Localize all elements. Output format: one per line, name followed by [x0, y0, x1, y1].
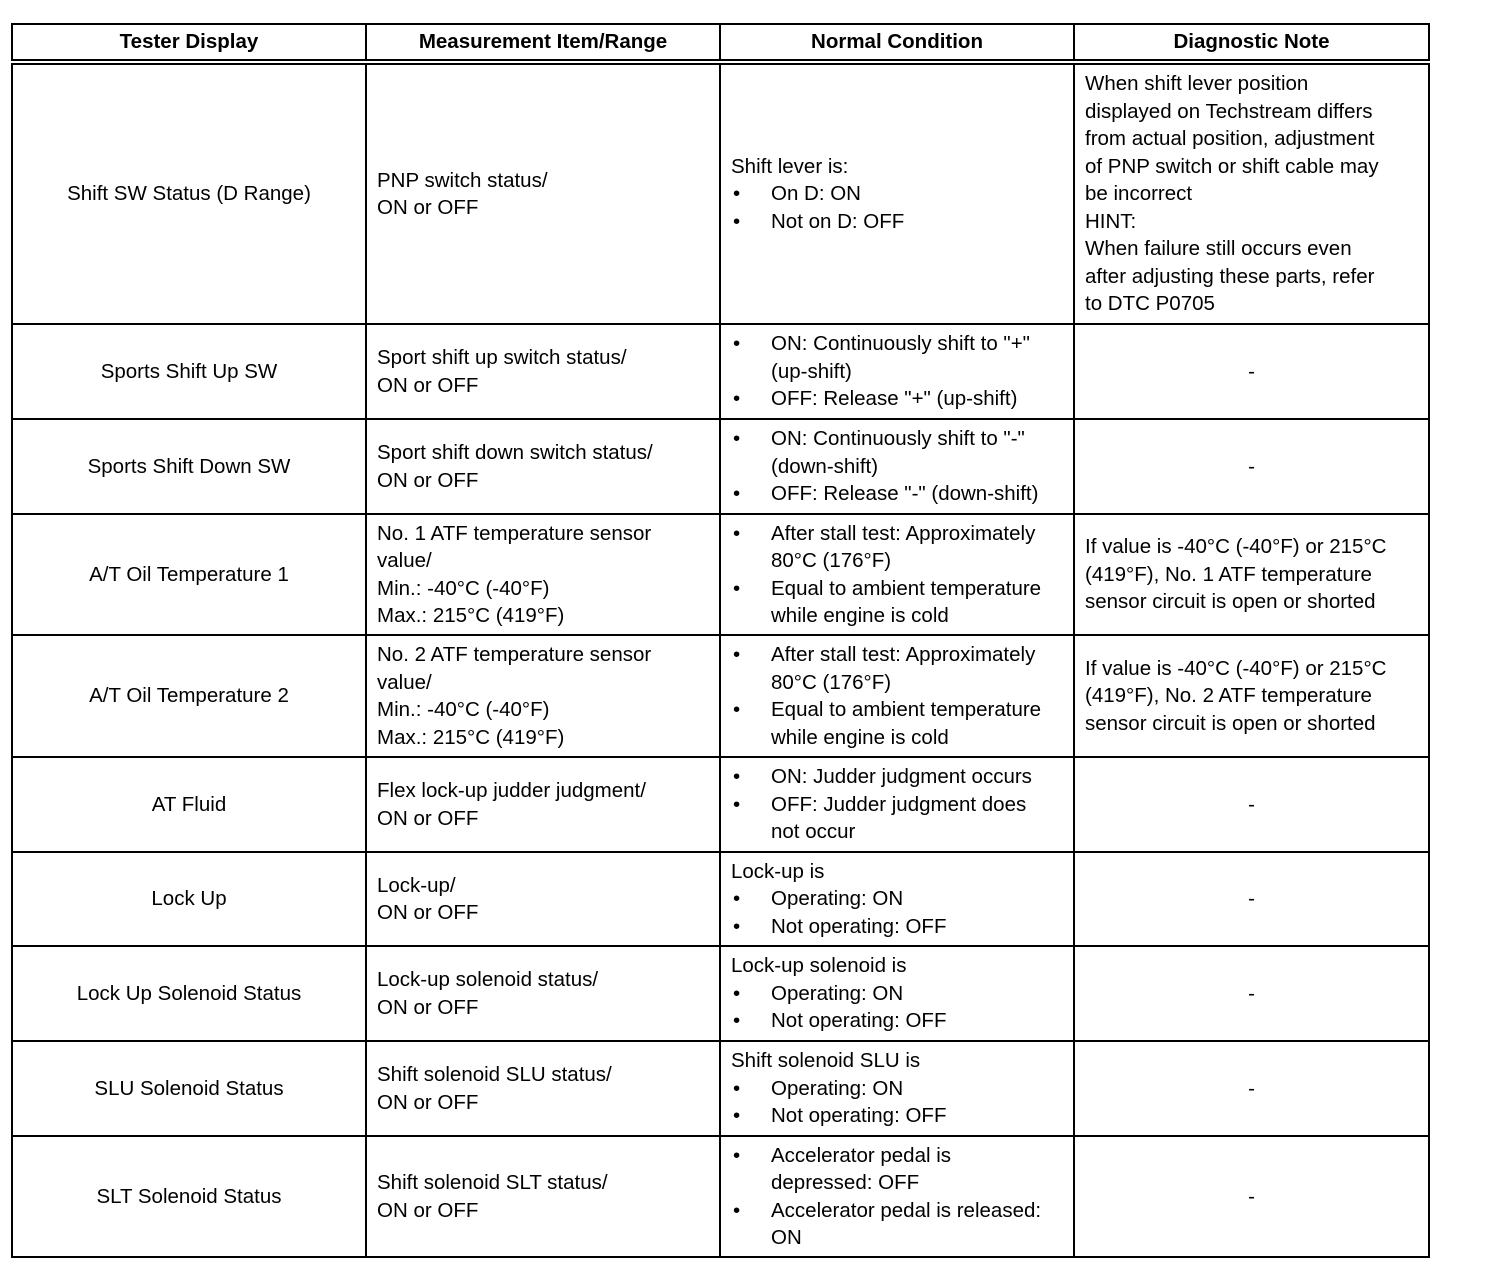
diagnostic-note-line: to DTC P0705 — [1085, 292, 1215, 316]
measurement-line: Flex lock-up judder judgment/ — [377, 779, 646, 802]
normal-condition-cell — [720, 946, 1074, 1041]
table-body — [12, 62, 1429, 1257]
list-item — [731, 1007, 1063, 1035]
table-row — [12, 62, 1429, 324]
normal-condition-list — [731, 520, 1063, 630]
normal-condition-line: After stall test: Approximately — [771, 643, 1036, 666]
normal-condition-cell — [720, 419, 1074, 514]
table-row — [12, 852, 1429, 946]
measurement-cell — [366, 419, 720, 514]
bullet-icon: • — [733, 482, 741, 506]
diagnostic-note-cell — [1074, 1041, 1429, 1136]
measurement-line: value/ — [377, 670, 432, 694]
header-diagnostic-note: Diagnostic Note — [1074, 24, 1429, 62]
list-item — [731, 425, 1063, 480]
normal-condition-list — [731, 885, 1063, 940]
table-row — [12, 946, 1429, 1041]
table-row — [12, 514, 1429, 635]
list-item — [731, 330, 1063, 385]
normal-condition-line: (up-shift) — [771, 359, 852, 383]
bullet-icon: • — [733, 643, 741, 666]
tester-display-cell: Sports Shift Down SW — [12, 419, 366, 514]
bullet-icon: • — [733, 209, 741, 233]
normal-condition-cell — [720, 514, 1074, 635]
diagnostic-note-cell — [1074, 1136, 1429, 1257]
normal-condition-line: while engine is cold — [771, 604, 949, 627]
diagnostic-note-line: - — [1248, 1184, 1255, 1208]
bullet-icon: • — [733, 1143, 741, 1167]
measurement-cell — [366, 635, 720, 757]
list-item — [731, 885, 1063, 913]
normal-condition-list — [731, 1075, 1063, 1130]
header-row — [12, 24, 1429, 62]
normal-condition-line: not occur — [771, 820, 856, 844]
measurement-cell — [366, 1041, 720, 1136]
normal-condition-cell — [720, 852, 1074, 946]
normal-condition-cell — [720, 324, 1074, 419]
diagnostic-note-line: after adjusting these parts, refer — [1085, 264, 1375, 288]
measurement-cell — [366, 324, 720, 419]
normal-condition-line: ON — [771, 1226, 802, 1249]
normal-condition-intro: Shift lever is: — [731, 154, 849, 178]
normal-condition-list — [731, 980, 1063, 1035]
diagnostic-note-line: If value is -40°C (-40°F) or 215°C — [1085, 535, 1387, 559]
tester-display-cell: Lock Up — [12, 852, 366, 946]
measurement-line: Max.: 215°C (419°F) — [377, 604, 565, 627]
normal-condition-line: depressed: OFF — [771, 1171, 920, 1194]
normal-condition-line: Not operating: OFF — [771, 1009, 947, 1033]
diagnostic-note-line: - — [1248, 454, 1255, 478]
measurement-cell — [366, 1136, 720, 1257]
diagnostic-note-cell — [1074, 324, 1429, 419]
tester-display-cell: Lock Up Solenoid Status — [12, 946, 366, 1041]
normal-condition-line: On D: ON — [771, 182, 861, 206]
normal-condition-list — [731, 641, 1063, 751]
tester-display-cell: SLU Solenoid Status — [12, 1041, 366, 1136]
normal-condition-line: ON: Judder judgment occurs — [771, 765, 1032, 789]
measurement-line: Shift solenoid SLU status/ — [377, 1063, 612, 1086]
bullet-icon: • — [733, 427, 741, 451]
normal-condition-intro: Lock-up solenoid is — [731, 954, 907, 978]
normal-condition-line: (down-shift) — [771, 454, 879, 478]
normal-condition-line: Not operating: OFF — [771, 1104, 947, 1128]
normal-condition-line: Accelerator pedal is — [771, 1143, 952, 1167]
measurement-line: ON or OFF — [377, 1090, 479, 1114]
normal-condition-cell — [720, 62, 1074, 324]
header-normal-condition: Normal Condition — [720, 24, 1074, 62]
measurement-line: Shift solenoid SLT status/ — [377, 1171, 608, 1194]
list-item — [731, 1102, 1063, 1130]
measurement-line: Lock-up solenoid status/ — [377, 968, 599, 991]
diagnostic-note-cell — [1074, 62, 1429, 324]
table-row — [12, 1136, 1429, 1257]
tester-display-cell: A/T Oil Temperature 2 — [12, 635, 366, 757]
normal-condition-line: 80°C (176°F) — [771, 670, 892, 694]
list-item — [731, 980, 1063, 1008]
tester-display-cell: Shift SW Status (D Range) — [12, 62, 366, 324]
normal-condition-list — [731, 763, 1063, 846]
normal-condition-line: OFF: Judder judgment does — [771, 792, 1027, 816]
bullet-icon: • — [733, 1076, 741, 1100]
bullet-icon: • — [733, 1009, 741, 1033]
diagnostic-note-cell — [1074, 852, 1429, 946]
normal-condition-line: while engine is cold — [771, 725, 949, 749]
bullet-icon: • — [733, 576, 741, 600]
normal-condition-line: OFF: Release "+" (up-shift) — [771, 387, 1018, 411]
measurement-line: ON or OFF — [377, 196, 479, 219]
measurement-line: ON or OFF — [377, 995, 479, 1019]
diagnostic-note-line: - — [1248, 1076, 1255, 1100]
header-measurement-item: Measurement Item/Range — [366, 24, 720, 62]
diagnostic-note-line: When failure still occurs even — [1085, 237, 1352, 261]
measurement-line: Lock-up/ — [377, 873, 456, 897]
list-item — [731, 641, 1063, 696]
measurement-line: value/ — [377, 549, 432, 572]
list-item — [731, 763, 1063, 791]
measurement-line: ON or OFF — [377, 806, 479, 830]
normal-condition-cell — [720, 635, 1074, 757]
normal-condition-line: OFF: Release "-" (down-shift) — [771, 482, 1039, 506]
measurement-line: PNP switch status/ — [377, 168, 548, 192]
normal-condition-line: Accelerator pedal is released: — [771, 1198, 1042, 1222]
list-item — [731, 575, 1063, 630]
diagnostic-note-line: be incorrect — [1085, 182, 1193, 206]
bullet-icon: • — [733, 698, 741, 721]
measurement-line: Min.: -40°C (-40°F) — [377, 698, 550, 721]
normal-condition-cell — [720, 757, 1074, 852]
tester-display-cell: SLT Solenoid Status — [12, 1136, 366, 1257]
normal-condition-intro: Lock-up is — [731, 859, 825, 883]
normal-condition-intro: Shift solenoid SLU is — [731, 1049, 921, 1073]
diagnostic-note-line: displayed on Techstream differs — [1085, 99, 1373, 123]
header-tester-display: Tester Display — [12, 24, 366, 62]
normal-condition-list — [731, 180, 1063, 235]
bullet-icon: • — [733, 765, 741, 789]
list-item — [731, 791, 1063, 846]
normal-condition-line: Operating: ON — [771, 1076, 904, 1100]
normal-condition-line: Equal to ambient temperature — [771, 698, 1042, 721]
normal-condition-line: After stall test: Approximately — [771, 521, 1036, 545]
measurement-cell — [366, 852, 720, 946]
normal-condition-line: ON: Continuously shift to "+" — [771, 332, 1030, 356]
table-row — [12, 635, 1429, 757]
measurement-line: ON or OFF — [377, 468, 479, 492]
normal-condition-line: Not on D: OFF — [771, 209, 905, 233]
list-item — [731, 1142, 1063, 1197]
diagnostic-note-cell — [1074, 514, 1429, 635]
bullet-icon: • — [733, 981, 741, 1005]
list-item — [731, 696, 1063, 751]
diagnostic-note-cell — [1074, 419, 1429, 514]
normal-condition-line: ON: Continuously shift to "-" — [771, 427, 1025, 451]
diagnostic-note-cell — [1074, 635, 1429, 757]
measurement-line: ON or OFF — [377, 1198, 479, 1222]
diagnostic-note-line: (419°F), No. 1 ATF temperature — [1085, 562, 1372, 586]
diagnostic-note-line: sensor circuit is open or shorted — [1085, 590, 1376, 614]
list-item — [731, 385, 1063, 413]
list-item — [731, 208, 1063, 236]
diagnostic-note-line: - — [1248, 887, 1255, 911]
tester-display-cell: AT Fluid — [12, 757, 366, 852]
list-item — [731, 480, 1063, 508]
table-header — [12, 24, 1429, 62]
measurement-line: No. 2 ATF temperature sensor — [377, 643, 652, 666]
normal-condition-cell — [720, 1136, 1074, 1257]
bullet-icon: • — [733, 792, 741, 816]
measurement-line: ON or OFF — [377, 373, 479, 397]
measurement-line: Min.: -40°C (-40°F) — [377, 576, 550, 600]
list-item — [731, 913, 1063, 941]
table-row — [12, 324, 1429, 419]
data-list-table — [11, 23, 1430, 1258]
normal-condition-list — [731, 425, 1063, 508]
measurement-line: Sport shift up switch status/ — [377, 346, 627, 369]
bullet-icon: • — [733, 521, 741, 545]
measurement-line: Max.: 215°C (419°F) — [377, 725, 565, 749]
normal-condition-list — [731, 1142, 1063, 1252]
bullet-icon: • — [733, 387, 741, 411]
bullet-icon: • — [733, 1198, 741, 1222]
diagnostic-note-line: sensor circuit is open or shorted — [1085, 711, 1376, 735]
diagnostic-note-line: (419°F), No. 2 ATF temperature — [1085, 684, 1372, 708]
diagnostic-note-line: - — [1248, 792, 1255, 816]
normal-condition-line: Not operating: OFF — [771, 914, 947, 938]
list-item — [731, 520, 1063, 575]
tester-display-cell: Sports Shift Up SW — [12, 324, 366, 419]
measurement-line: No. 1 ATF temperature sensor — [377, 521, 652, 545]
table-row — [12, 757, 1429, 852]
measurement-line: Sport shift down switch status/ — [377, 441, 653, 464]
normal-condition-line: Operating: ON — [771, 981, 904, 1005]
diagnostic-note-line: - — [1248, 359, 1255, 383]
normal-condition-line: 80°C (176°F) — [771, 549, 892, 572]
table-row — [12, 1041, 1429, 1136]
diagnostic-note-line: - — [1248, 981, 1255, 1005]
normal-condition-line: Equal to ambient temperature — [771, 576, 1042, 600]
bullet-icon: • — [733, 887, 741, 911]
measurement-cell — [366, 946, 720, 1041]
measurement-cell — [366, 757, 720, 852]
diagnostic-note-line: When shift lever position — [1085, 72, 1309, 96]
bullet-icon: • — [733, 1104, 741, 1128]
diagnostic-note-cell — [1074, 946, 1429, 1041]
measurement-cell — [366, 514, 720, 635]
measurement-line: ON or OFF — [377, 901, 479, 924]
diagnostic-note-line: If value is -40°C (-40°F) or 215°C — [1085, 656, 1387, 680]
table-row — [12, 419, 1429, 514]
diagnostic-note-cell — [1074, 757, 1429, 852]
list-item — [731, 1075, 1063, 1103]
normal-condition-cell — [720, 1041, 1074, 1136]
tester-display-cell: A/T Oil Temperature 1 — [12, 514, 366, 635]
list-item — [731, 180, 1063, 208]
list-item — [731, 1197, 1063, 1252]
normal-condition-line: Operating: ON — [771, 887, 904, 911]
normal-condition-list — [731, 330, 1063, 413]
measurement-cell — [366, 62, 720, 324]
bullet-icon: • — [733, 182, 741, 206]
bullet-icon: • — [733, 914, 741, 938]
diagnostic-note-line: of PNP switch or shift cable may — [1085, 154, 1379, 178]
diagnostic-note-line: HINT: — [1085, 209, 1137, 233]
bullet-icon: • — [733, 332, 741, 356]
diagnostic-note-line: from actual position, adjustment — [1085, 127, 1375, 151]
